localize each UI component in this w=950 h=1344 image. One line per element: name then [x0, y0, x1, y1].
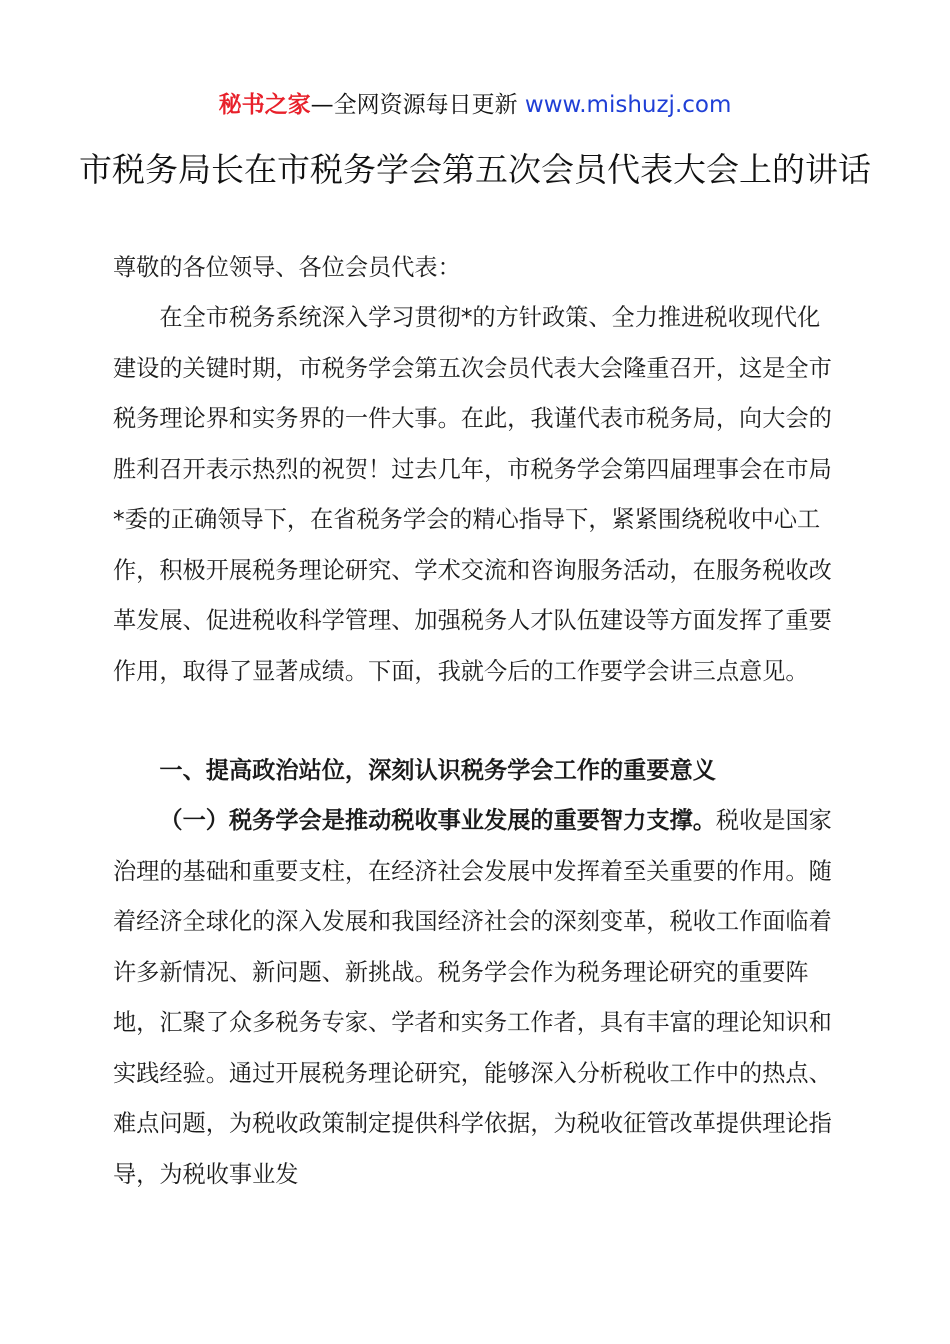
document-title: 市税务局长在市税务学会第五次会员代表大会上的讲话	[79, 150, 871, 189]
paragraph-2-body: 税收是国家治理的基础和重要支柱，在经济社会发展中发挥着至关重要的作用。随着经济全球化的深入发展和我国经济社会的深刻变革，税收工作面临着许多新情况、新问题、新挑战。税务学会作为税务理论研究的重要阵地，汇聚了众多税务专家、学者和实务工作者，具有丰富的理论知识和实践经验。通过开展税务理论研究，能够深入分析税收工作中的热点、难点问题，为税收政策制定提供科学依据，为税收征管改革提供理论指导，为税收事业发	[113, 807, 832, 1188]
site-header	[0, 88, 950, 122]
paragraph-2	[113, 796, 837, 1200]
site-url-link[interactable]: www.mishuzj.com	[524, 92, 732, 118]
section-1-heading: 一、提高政治站位，深刻认识税务学会工作的重要意义	[159, 757, 716, 784]
site-slogan: —全网资源每日更新	[310, 92, 518, 118]
paragraph-1: 在全市税务系统深入学习贯彻*的方针政策、全力推进税收现代化建设的关键时期，市税务学会第五次会员代表大会隆重召开，这是全市税务理论界和实务界的一件大事。在此，我谨代表市税务局，向大会的胜利召开表示热烈的祝贺！过去几年，市税务学会第四届理事会在市局*委的正确领导下，在省税务学会的精心指导下，紧紧围绕税收中心工作，积极开展税务理论研究、学术交流和咨询服务活动，在服务税收改革发展、促进税收科学管理、加强税务人才队伍建设等方面发挥了重要作用，取得了显著成绩。下面，我就今后的工作要学会讲三点意见。	[113, 304, 832, 685]
site-brand: 秘书之家	[218, 92, 311, 118]
salutation: 尊敬的各位领导、各位会员代表：	[113, 254, 461, 281]
paragraph-2-lead: （一）税务学会是推动税收事业发展的重要智力支撑。	[159, 807, 716, 834]
